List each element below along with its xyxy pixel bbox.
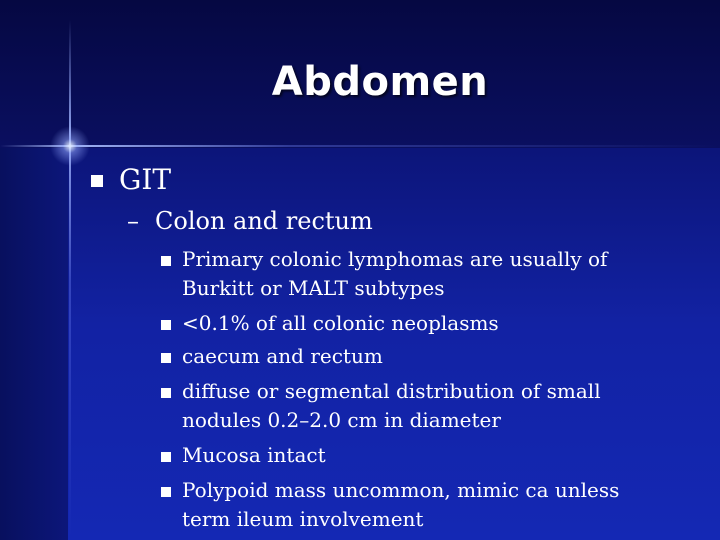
left-band bbox=[0, 148, 68, 540]
square-bullet-icon bbox=[161, 487, 171, 497]
list-item-line: Polypoid mass uncommon, mimic ca unless bbox=[182, 478, 620, 502]
square-bullet-icon bbox=[161, 320, 171, 330]
list-item-line: Mucosa intact bbox=[182, 443, 326, 467]
slide-title: Abdomen bbox=[271, 59, 489, 105]
list-item bbox=[182, 309, 642, 338]
square-bullet-icon bbox=[161, 353, 171, 363]
list-item bbox=[182, 377, 642, 435]
square-bullet-icon bbox=[161, 388, 171, 398]
list-item bbox=[182, 342, 642, 371]
list-item-line: term ileum involvement bbox=[182, 507, 424, 531]
list-item-line: diffuse or segmental distribution of small bbox=[182, 379, 601, 403]
horizontal-glow-line bbox=[0, 145, 720, 147]
square-bullet-icon bbox=[161, 452, 171, 462]
list-item bbox=[182, 476, 642, 534]
bullet-level2-text: Colon and rectum bbox=[155, 207, 373, 235]
list-item-line: caecum and rectum bbox=[182, 344, 383, 368]
list-item bbox=[182, 441, 642, 470]
bullet-level1-text: GIT bbox=[119, 163, 172, 196]
square-bullet-icon bbox=[161, 256, 171, 266]
list-item-line: <0.1% of all colonic neoplasms bbox=[182, 311, 499, 335]
square-bullet-icon bbox=[91, 175, 103, 187]
list-item-line: Primary colonic lymphomas are usually of bbox=[182, 247, 608, 271]
list-item bbox=[182, 245, 642, 303]
glow-star-icon bbox=[50, 126, 90, 166]
list-item-line: Burkitt or MALT subtypes bbox=[182, 276, 445, 300]
list-item-line: nodules 0.2–2.0 cm in diameter bbox=[182, 408, 501, 432]
dash-marker: – bbox=[127, 207, 139, 235]
